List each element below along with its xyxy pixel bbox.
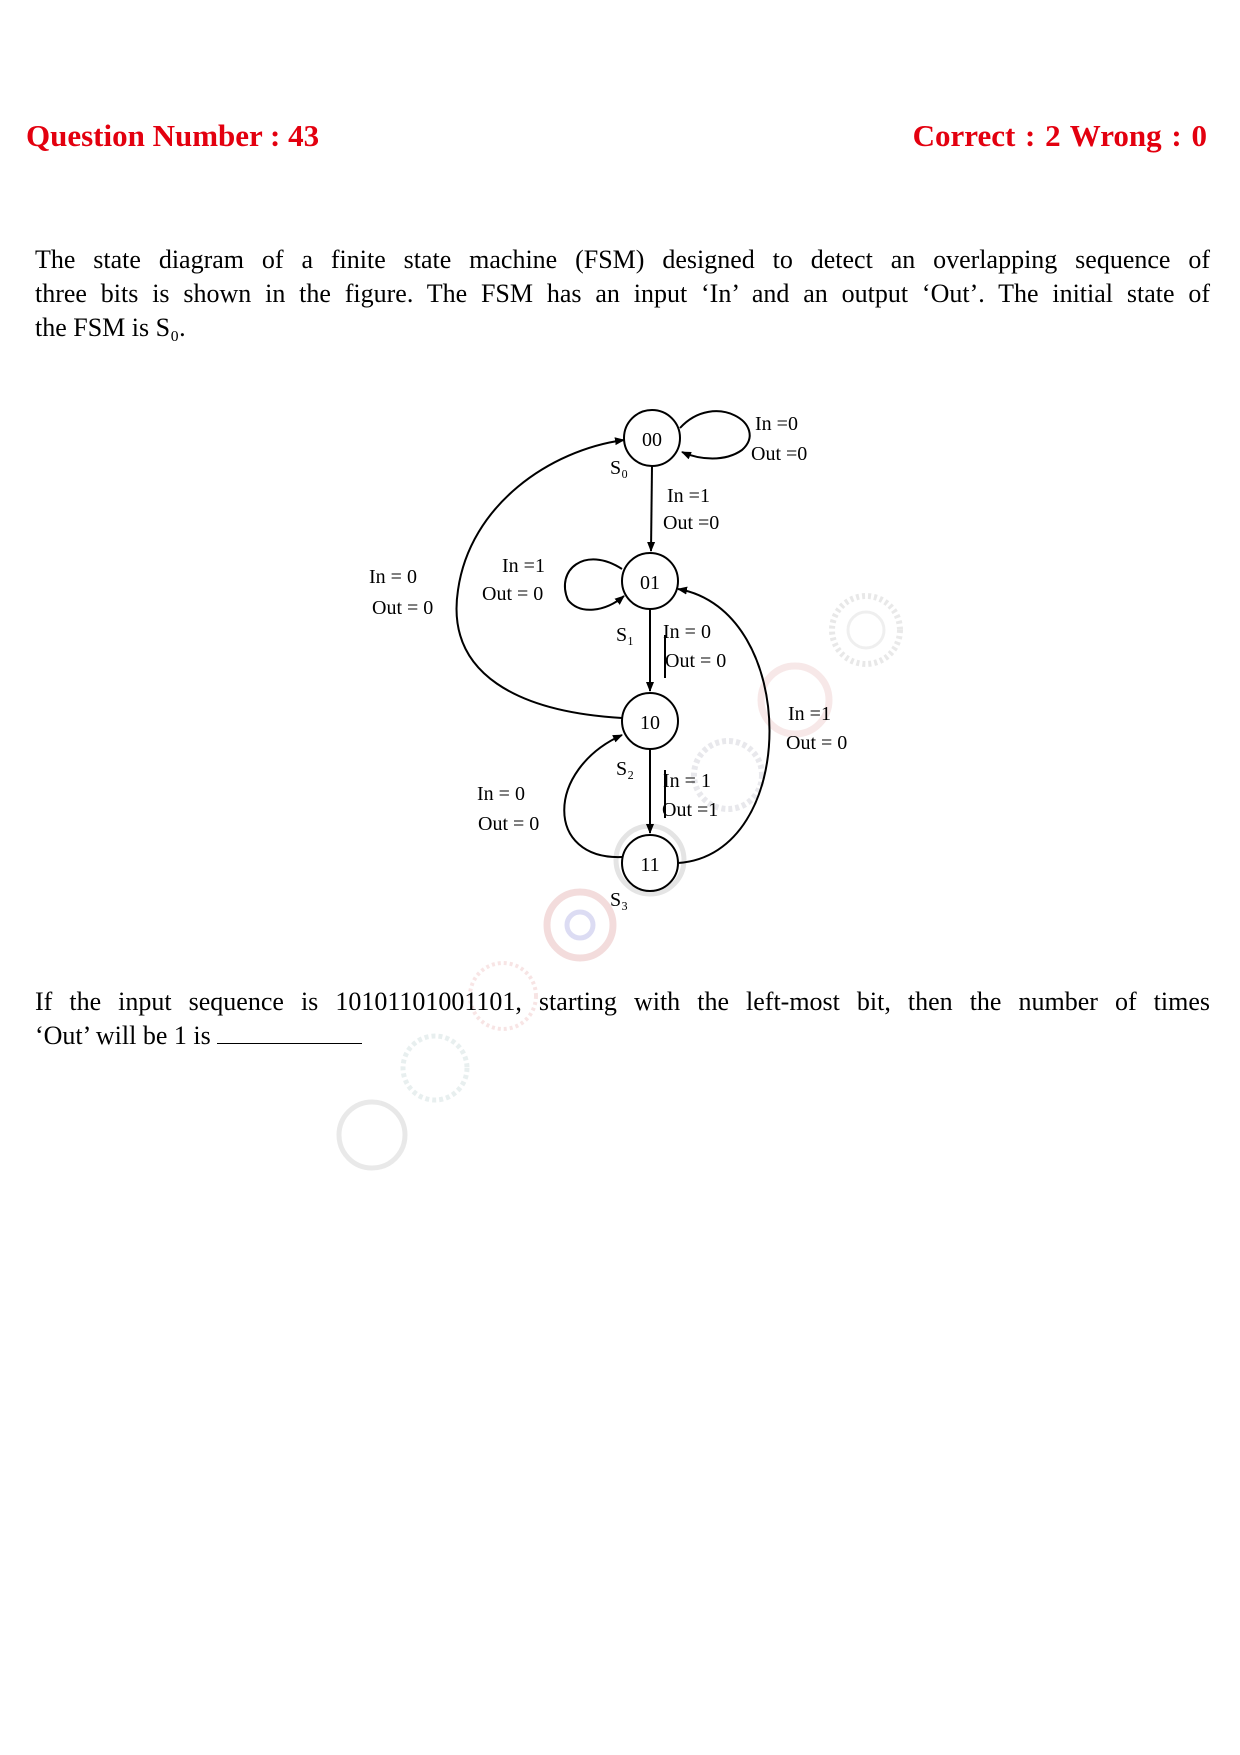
label-s3-s1-in: In =1 xyxy=(788,703,831,725)
label-s3-s1-out: Out = 0 xyxy=(786,732,848,754)
label-s1-s2-out: Out = 0 xyxy=(665,650,727,672)
label-s3-s2-out: Out = 0 xyxy=(478,813,540,835)
state-s1 xyxy=(622,553,678,609)
question-ask-line: If the input sequence is 10101101001101, starting with the left-most bit, then the number of times xyxy=(35,987,1210,1016)
question-intro-line: three bits is shown in the figure. The FSM has an input ‘In’ and an output ‘Out’. The initial state of xyxy=(35,279,1210,308)
state-s0-code: 00 xyxy=(642,429,662,451)
label-s1-s2-in: In = 0 xyxy=(663,621,711,643)
label-s0-self-out: Out =0 xyxy=(751,443,808,465)
state-s0-name: S₀ xyxy=(610,457,629,479)
question-ask xyxy=(35,985,1210,1053)
state-s3-code: 11 xyxy=(640,854,660,876)
question-intro-line: The state diagram of a finite state machine (FSM) designed to detect an overlapping sequence of xyxy=(35,245,1210,274)
state-s0 xyxy=(624,410,680,466)
label-s0-self-in: In =0 xyxy=(755,413,798,435)
state-s2-name: S₂ xyxy=(616,758,635,780)
watermark-seals xyxy=(339,596,900,1168)
label-s0-s1-out: Out =0 xyxy=(663,512,720,534)
label-s1-self-out: Out = 0 xyxy=(482,583,544,605)
state-s2-code: 10 xyxy=(640,712,660,734)
label-s3-s2-in: In = 0 xyxy=(477,783,525,805)
answer-blank xyxy=(217,1021,362,1044)
state-s3 xyxy=(622,835,678,891)
state-s1-code: 01 xyxy=(640,572,660,594)
state-s3-name: S₃ xyxy=(610,889,629,911)
label-s2-s3-in: In = 1 xyxy=(663,770,711,792)
question-intro-line: the FSM is S₀. xyxy=(35,313,186,342)
label-s0-s1-in: In =1 xyxy=(667,485,710,507)
state-s1-name: S₁ xyxy=(616,624,635,646)
question-ask-line-final xyxy=(35,1019,1210,1053)
transition-labels xyxy=(369,413,847,835)
state-s2 xyxy=(622,693,678,749)
label-s2-s0-out: Out = 0 xyxy=(372,597,434,619)
question-ask-text: ‘Out’ will be 1 is xyxy=(35,1021,211,1050)
label-s1-self-in: In =1 xyxy=(502,555,545,577)
score-summary: Correct : 2 Wrong : 0 xyxy=(912,118,1207,153)
label-s2-s3-out: Out =1 xyxy=(662,799,719,821)
question-number: Question Number : 43 xyxy=(26,118,320,153)
label-s2-s0-in: In = 0 xyxy=(369,566,417,588)
